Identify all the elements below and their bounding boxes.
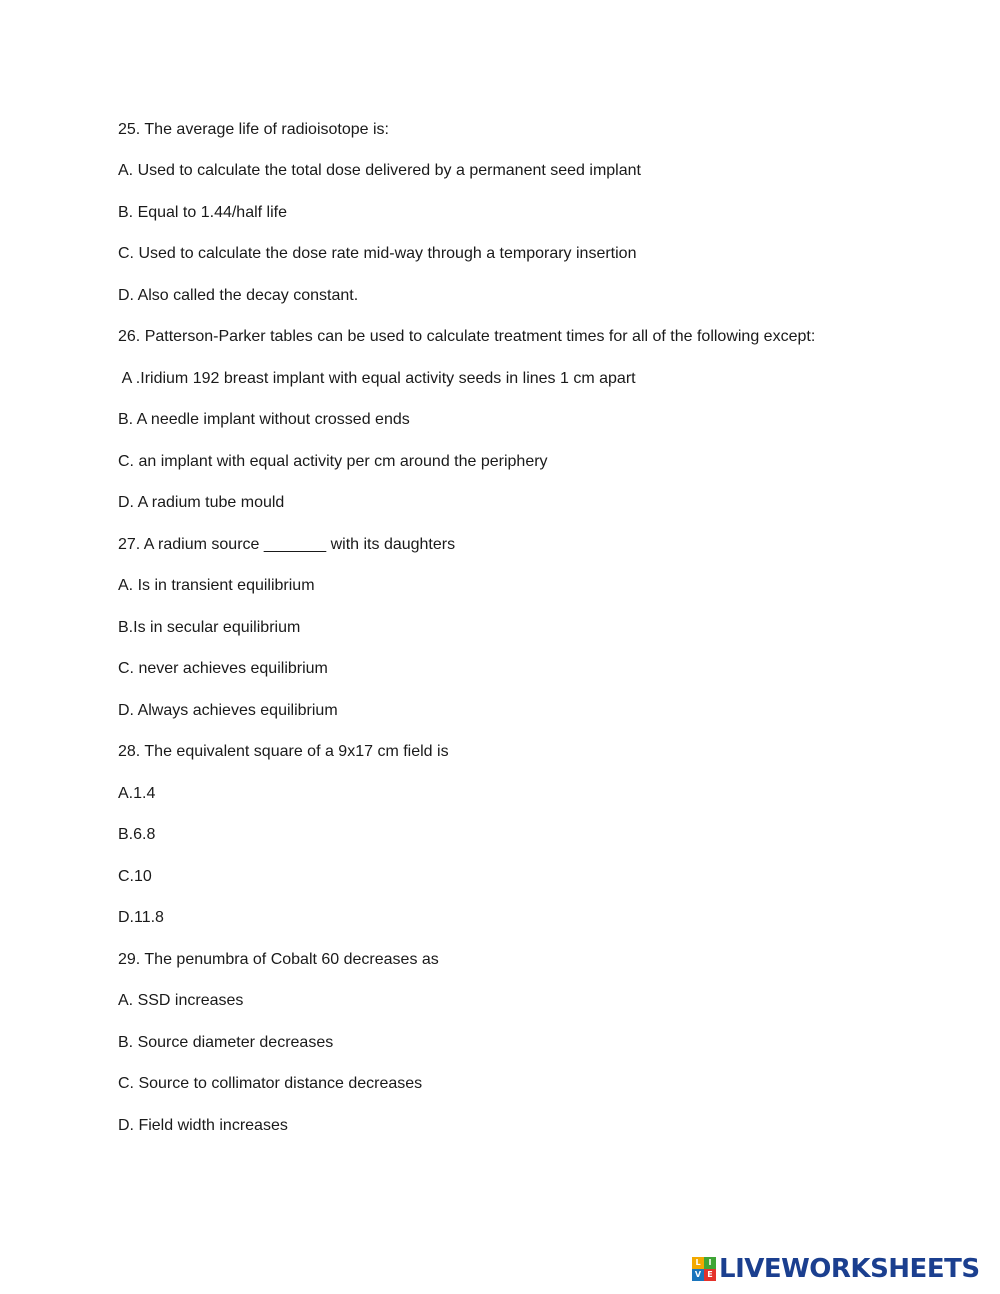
logo-mark-letter: I bbox=[704, 1257, 716, 1269]
option-28-c: C.10 bbox=[118, 868, 152, 885]
logo-wordmark: LIVEWORKSHEETS bbox=[719, 1254, 980, 1284]
option-25-d: D. Also called the decay constant. bbox=[118, 287, 359, 304]
option-28-d: D.11.8 bbox=[118, 909, 164, 926]
option-29-a: A. SSD increases bbox=[118, 992, 244, 1009]
option-26-d: D. A radium tube mould bbox=[118, 494, 285, 511]
logo-mark-icon bbox=[692, 1257, 716, 1281]
option-29-c: C. Source to collimator distance decreases bbox=[118, 1075, 423, 1092]
option-25-b: B. Equal to 1.44/half life bbox=[118, 204, 287, 221]
option-27-d: D. Always achieves equilibrium bbox=[118, 702, 338, 719]
option-25-c: C. Used to calculate the dose rate mid-way through a temporary insertion bbox=[118, 245, 637, 262]
question-27: 27. A radium source _______ with its daughters bbox=[118, 536, 456, 553]
question-26: 26. Patterson-Parker tables can be used to calculate treatment times for all of the following except: bbox=[118, 328, 816, 345]
logo-mark-letter: E bbox=[704, 1269, 716, 1281]
option-28-a: A.1.4 bbox=[118, 785, 156, 802]
option-29-b: B. Source diameter decreases bbox=[118, 1034, 334, 1051]
option-29-d: D. Field width increases bbox=[118, 1117, 288, 1134]
question-28: 28. The equivalent square of a 9x17 cm field is bbox=[118, 743, 449, 760]
option-27-b: B.Is in secular equilibrium bbox=[118, 619, 301, 636]
logo-mark-letter: L bbox=[692, 1257, 704, 1269]
option-26-c: C. an implant with equal activity per cm around the periphery bbox=[118, 453, 548, 470]
option-26-a: A .Iridium 192 breast implant with equal activity seeds in lines 1 cm apart bbox=[118, 370, 636, 387]
question-29: 29. The penumbra of Cobalt 60 decreases as bbox=[118, 951, 439, 968]
liveworksheets-logo bbox=[692, 1254, 980, 1284]
option-27-a: A. Is in transient equilibrium bbox=[118, 577, 315, 594]
option-25-a: A. Used to calculate the total dose delivered by a permanent seed implant bbox=[118, 162, 641, 179]
option-28-b: B.6.8 bbox=[118, 826, 156, 843]
option-27-c: C. never achieves equilibrium bbox=[118, 660, 328, 677]
question-25: 25. The average life of radioisotope is: bbox=[118, 121, 389, 138]
logo-mark-letter: V bbox=[692, 1269, 704, 1281]
option-26-b: B. A needle implant without crossed ends bbox=[118, 411, 410, 428]
